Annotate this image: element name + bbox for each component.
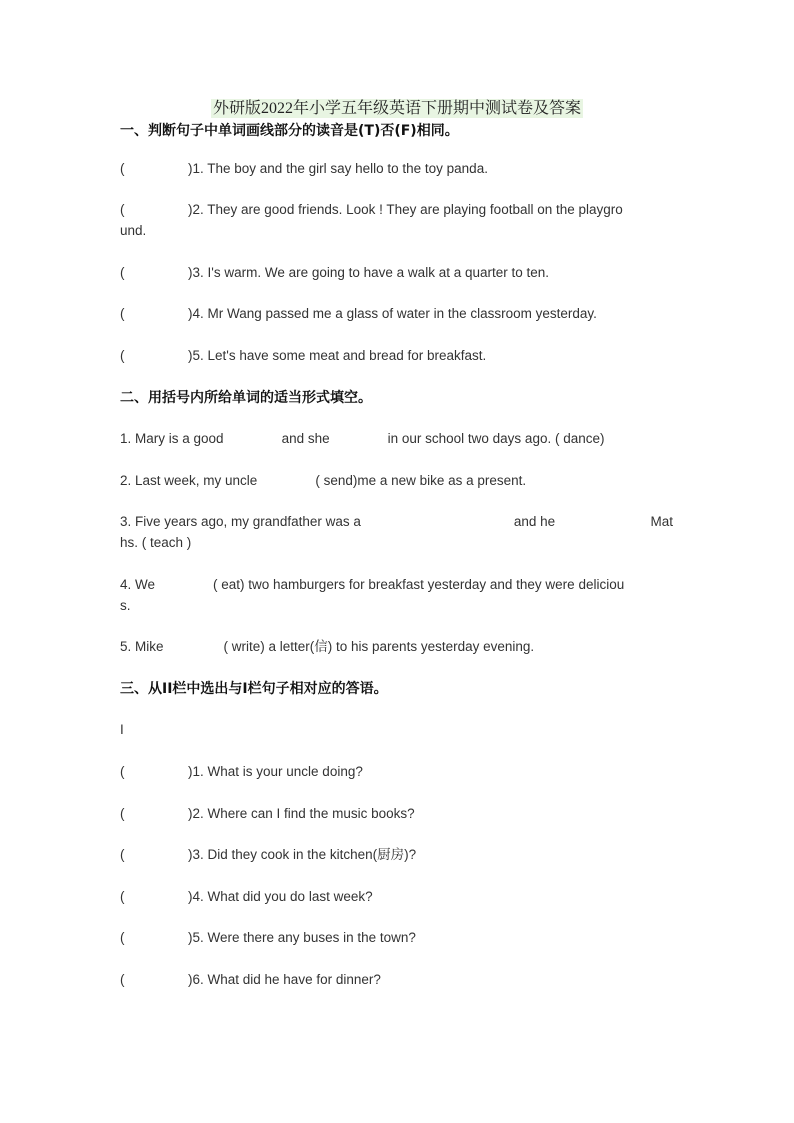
section1-question-2-cont: und.	[120, 223, 147, 238]
section2-question-3: 3. Five years ago, my grandfather was a and he Mat	[120, 514, 673, 529]
section1-question-1: ( )1. The boy and the girl say hello to the toy panda.	[120, 161, 488, 176]
section2-question-5: 5. Mike ( write) a letter(信) to his parents yesterday evening.	[120, 639, 535, 654]
document-title: 外研版2022年小学五年级英语下册期中测试卷及答案	[212, 100, 581, 117]
section3-question-3: ( )3. Did they cook in the kitchen(厨房)?	[120, 847, 417, 862]
section1-question-5: ( )5. Let's have some meat and bread for breakfast.	[120, 348, 487, 363]
section2-question-4-cont: s.	[120, 598, 131, 613]
section2-question-2: 2. Last week, my uncle ( send)me a new bike as a present.	[120, 473, 527, 488]
section3-question-2: ( )2. Where can I find the music books?	[120, 806, 415, 821]
section2-question-1: 1. Mary is a good and she in our school two days ago. ( dance)	[120, 431, 605, 446]
section1-question-4: ( )4. Mr Wang passed me a glass of water in the classroom yesterday.	[120, 306, 597, 321]
section1-question-3: ( )3. I's warm. We are going to have a walk at a quarter to ten.	[120, 265, 550, 280]
section3-heading: 三、从II栏中选出与I栏句子相对应的答语。	[120, 681, 388, 697]
section3-question-4: ( )4. What did you do last week?	[120, 889, 373, 904]
section2-question-3-cont: hs. ( teach )	[120, 535, 192, 550]
section3-column-label: I	[120, 722, 124, 737]
section3-question-6: ( )6. What did he have for dinner?	[120, 972, 381, 987]
section1-question-2: ( )2. They are good friends. Look ! They are playing football on the playgro	[120, 202, 623, 217]
section3-question-5: ( )5. Were there any buses in the town?	[120, 930, 416, 945]
section1-heading: 一、判断句子中单词画线部分的读音是(T)否(F)相同。	[120, 123, 459, 139]
section3-question-1: ( )1. What is your uncle doing?	[120, 764, 363, 779]
section2-question-4: 4. We ( eat) two hamburgers for breakfast yesterday and they were deliciou	[120, 577, 625, 592]
section2-heading: 二、用括号内所给单词的适当形式填空。	[120, 390, 372, 406]
